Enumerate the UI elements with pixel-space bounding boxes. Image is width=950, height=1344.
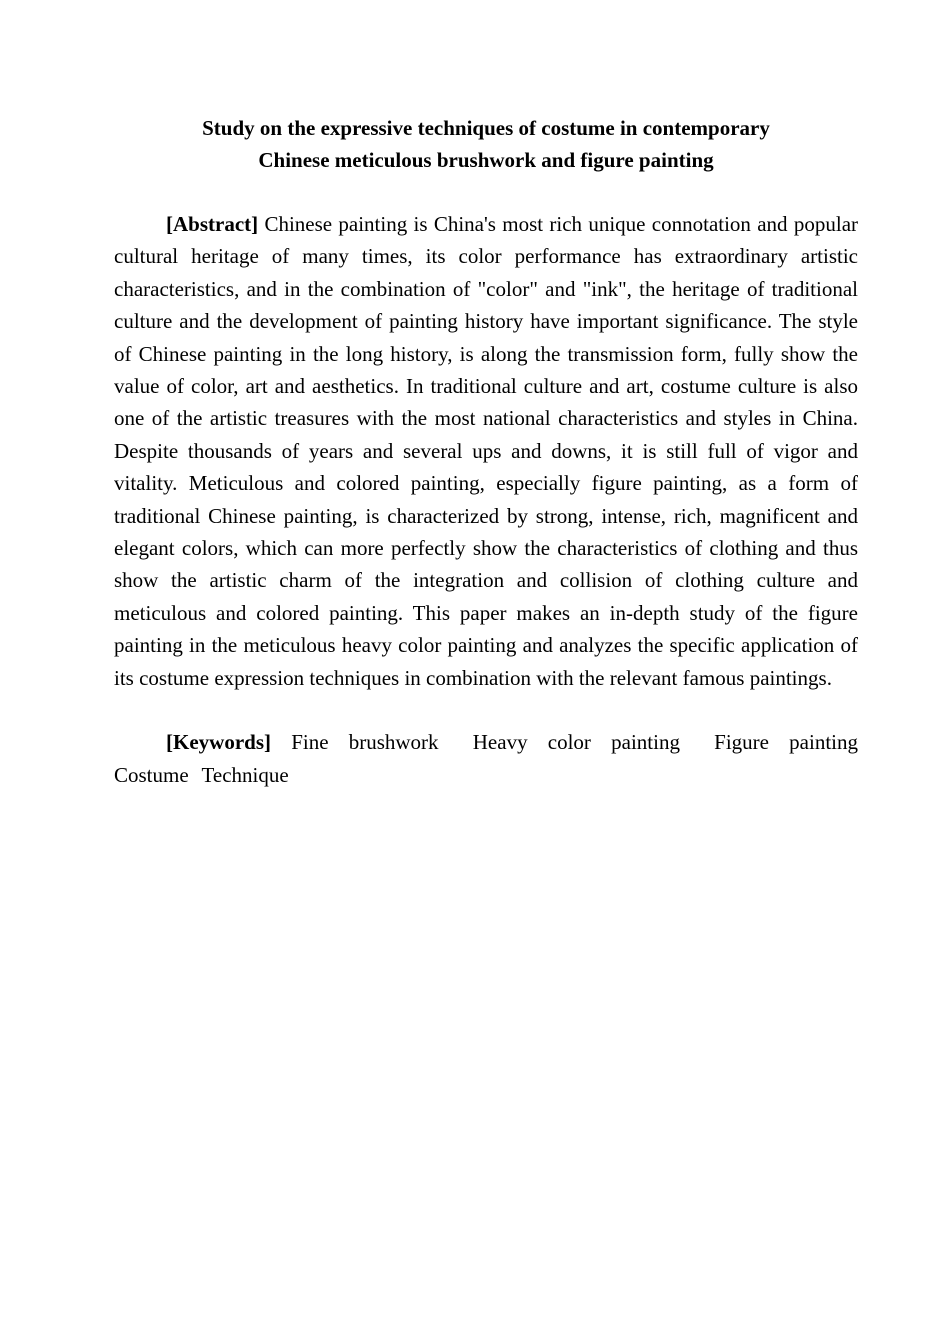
paper-title [114, 112, 858, 176]
keywords-label: [Keywords] [166, 730, 271, 755]
title-line-2: Chinese meticulous brushwork and figure painting [258, 148, 714, 172]
keywords-paragraph [114, 726, 858, 791]
abstract-label: [Abstract] [166, 212, 259, 236]
keyword-item: Figure painting [714, 730, 859, 755]
keyword-item: Costume [114, 762, 189, 787]
title-line-1: Study on the expressive techniques of costume in contemporary [202, 116, 770, 140]
keyword-item: Heavy color painting [472, 730, 680, 755]
abstract-paragraph [114, 208, 858, 694]
keyword-item: Fine brushwork [291, 730, 439, 755]
abstract-text: Chinese painting is China's most rich unique connotation and popular cultural heritage of many times, its color performance has extraordinary artistic characteristics, and in the combination of "color" and "ink", the heritage of traditional culture and the development of painting history have important significance. The style of Chinese painting in the long history, is along the transmission form, fully show the value of color, art and aesthetics. In traditional culture and art, costume culture is also one of the artistic treasures with the most national characteristics and styles in China. Despite thousands of years and several ups and downs, it is still full of vigor and vitality. Meticulous and colored painting, especially figure painting, as a form of traditional Chinese painting, is characterized by strong, intense, rich, magnificent and elegant colors, which can more perfectly show the characteristics of clothing and thus show the artistic charm of the integration and collision of clothing culture and meticulous and colored painting. This paper makes an in-depth study of the figure painting in the meticulous heavy color painting and analyzes the specific application of its costume expression techniques in combination with the relevant famous paintings. [114, 212, 859, 690]
paper-page [114, 112, 858, 791]
keyword-item: Technique [201, 762, 289, 787]
